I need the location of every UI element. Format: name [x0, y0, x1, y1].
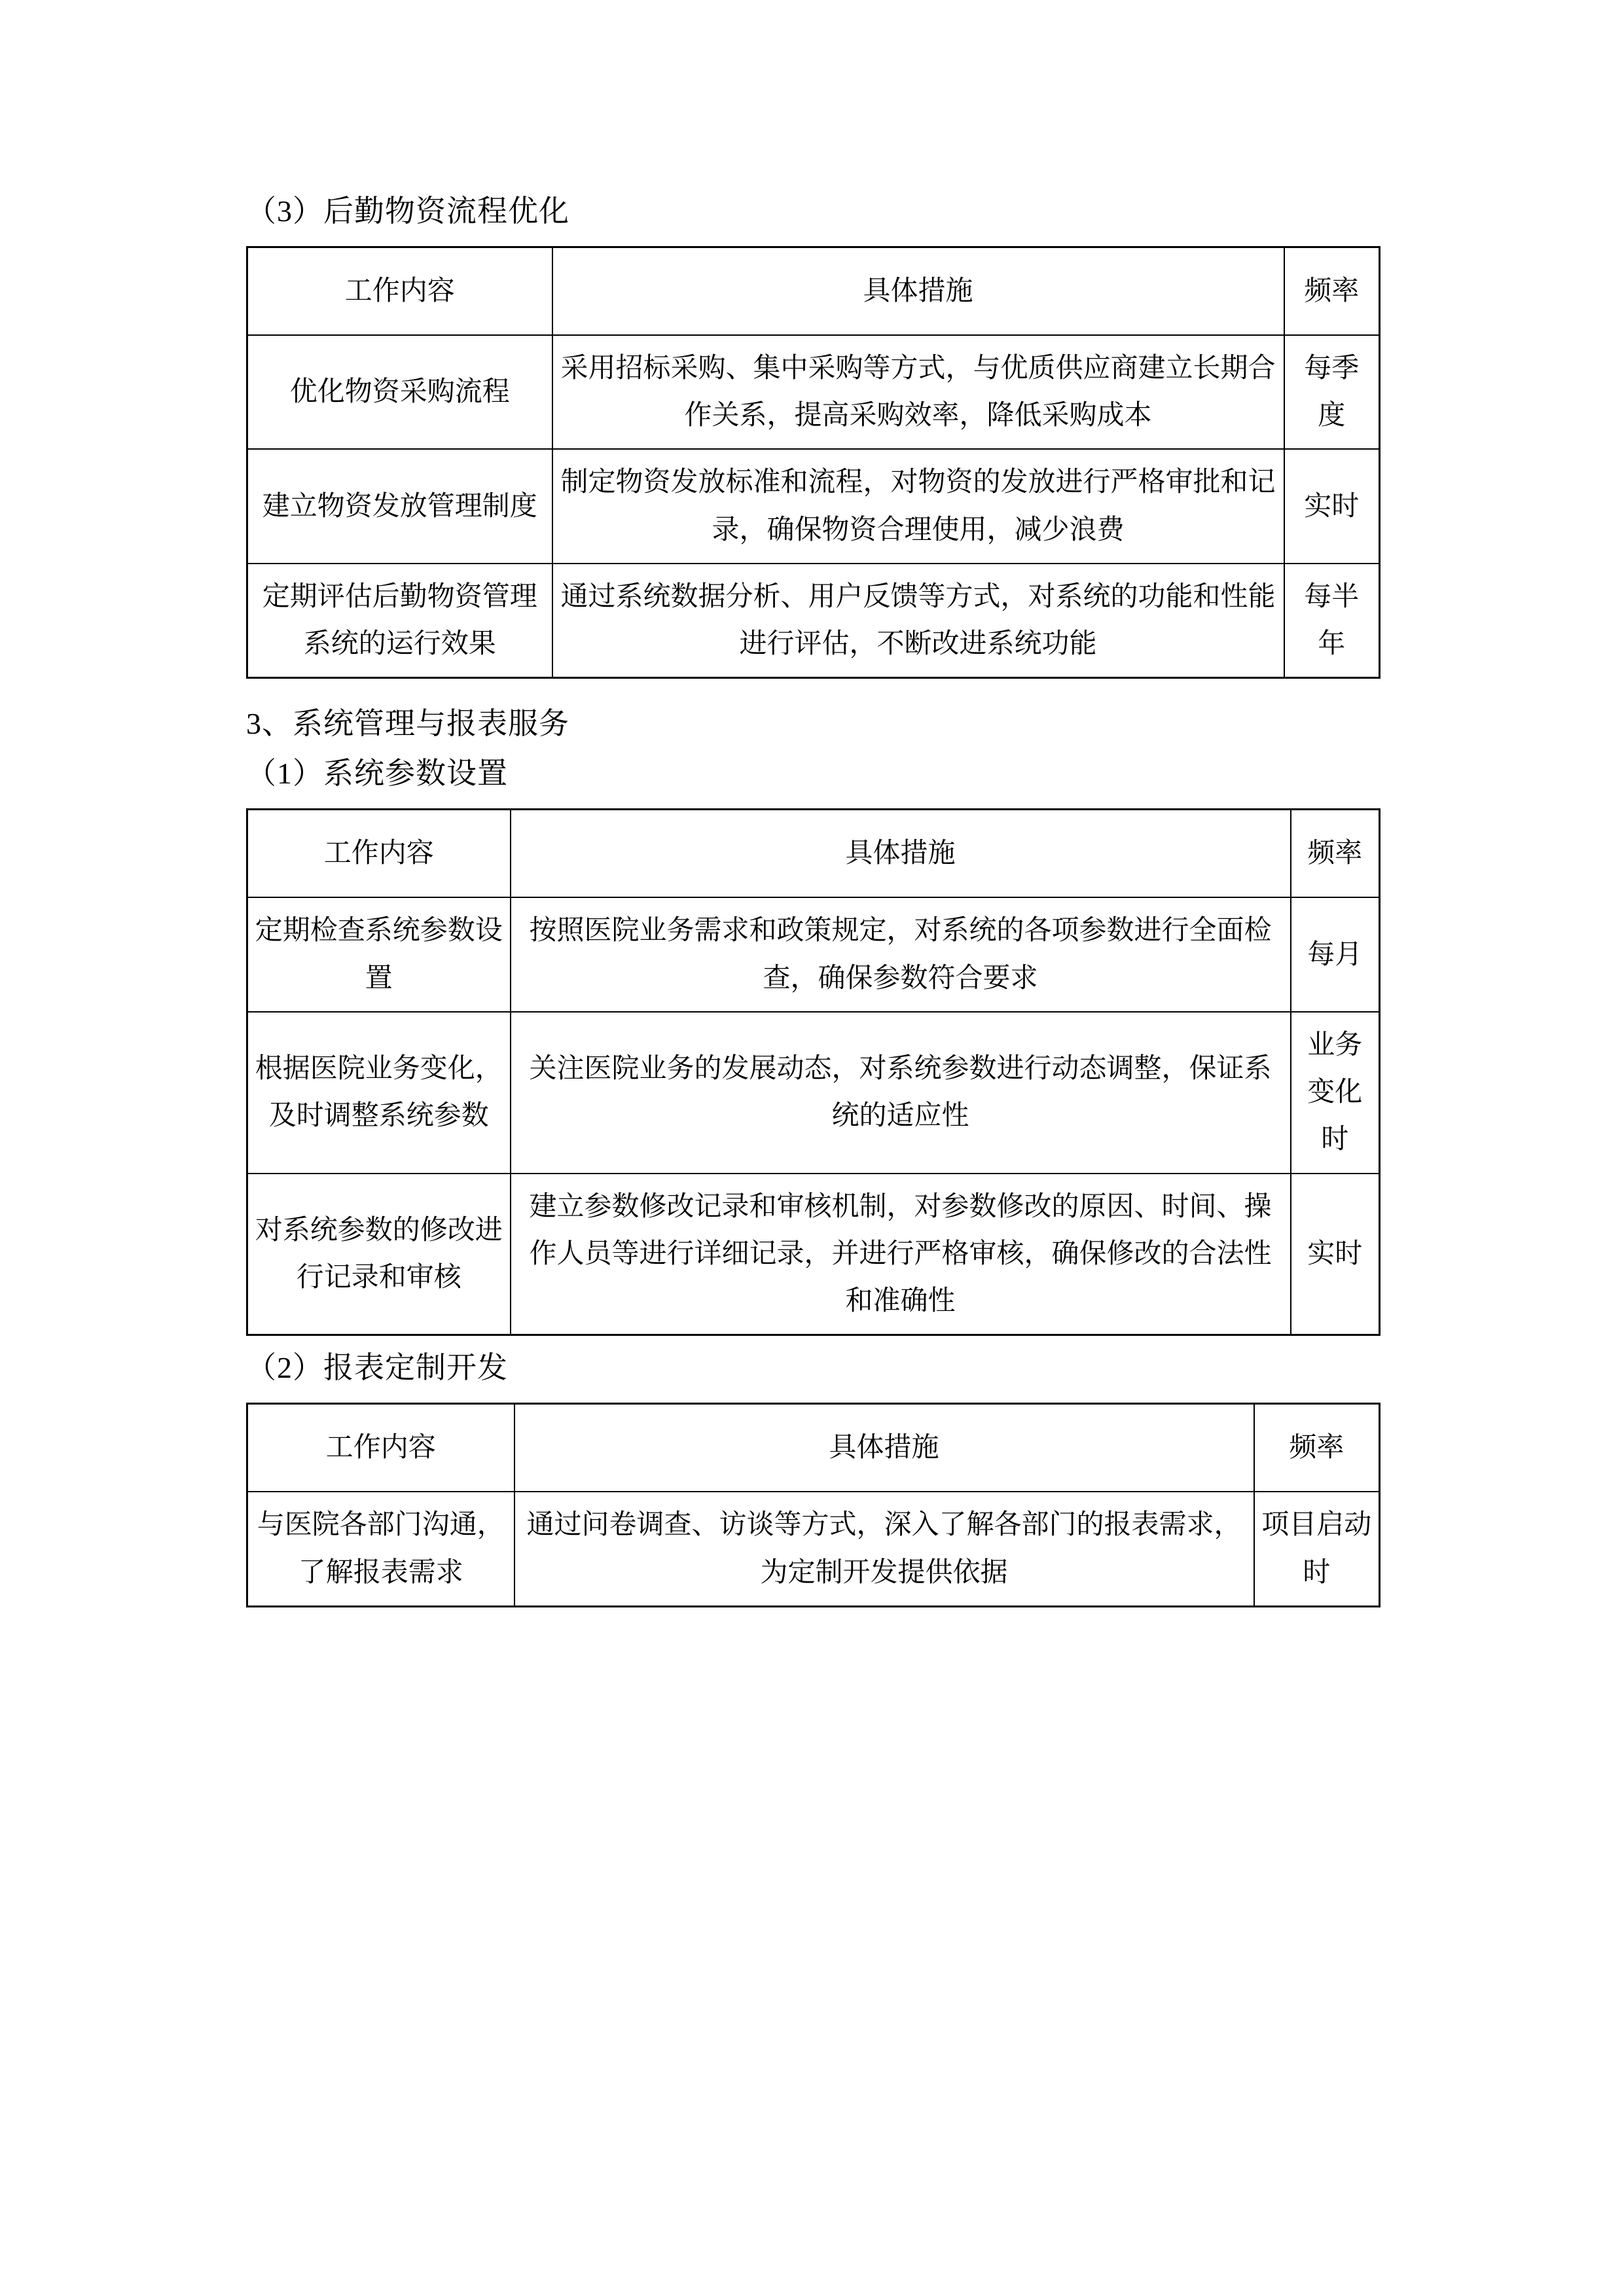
- table-header-row: [247, 810, 1380, 898]
- table-row: [247, 449, 1380, 563]
- cell-work-content: 根据医院业务变化，及时调整系统参数: [247, 1012, 511, 1174]
- cell-frequency: 项目启动时: [1254, 1492, 1380, 1606]
- table-system-parameter-settings: [246, 808, 1380, 1336]
- column-header-frequency: 频率: [1254, 1404, 1380, 1492]
- column-header-specific-measures: 具体措施: [552, 247, 1284, 336]
- cell-frequency: 每半年: [1284, 564, 1380, 678]
- cell-specific-measures: 关注医院业务的发展动态，对系统参数进行动态调整，保证系统的适应性: [511, 1012, 1291, 1174]
- table-header-row: [247, 1404, 1380, 1492]
- cell-frequency: 业务变化时: [1291, 1012, 1380, 1174]
- heading-system-management-report-service: 3、系统管理与报表服务: [246, 707, 569, 741]
- cell-specific-measures: 按照医院业务需求和政策规定，对系统的各项参数进行全面检查，确保参数符合要求: [511, 897, 1291, 1011]
- cell-work-content: 优化物资采购流程: [247, 335, 552, 449]
- table-header-row: [247, 247, 1380, 336]
- cell-specific-measures: 通过系统数据分析、用户反馈等方式，对系统的功能和性能进行评估，不断改进系统功能: [552, 564, 1284, 678]
- table-logistics-material-process: [246, 246, 1380, 679]
- spacer: [246, 679, 1378, 709]
- column-header-specific-measures: 具体措施: [511, 810, 1291, 898]
- column-header-frequency: 频率: [1284, 247, 1380, 336]
- cell-work-content: 建立物资发放管理制度: [247, 449, 552, 563]
- cell-specific-measures: 建立参数修改记录和审核机制，对参数修改的原因、时间、操作人员等进行详细记录，并进行严格审核，确保修改的合法性和准确性: [511, 1174, 1291, 1335]
- heading-logistics-material-process: （3）后勤物资流程优化: [246, 194, 569, 228]
- heading-system-parameter-settings: （1）系统参数设置: [246, 757, 508, 791]
- heading-report-customization-development: （2）报表定制开发: [246, 1351, 508, 1385]
- column-header-work-content: 工作内容: [247, 247, 552, 336]
- cell-work-content: 定期评估后勤物资管理系统的运行效果: [247, 564, 552, 678]
- cell-frequency: 实时: [1291, 1174, 1380, 1335]
- cell-work-content: 与医院各部门沟通，了解报表需求: [247, 1492, 514, 1606]
- table-row: [247, 335, 1380, 449]
- table-row: [247, 564, 1380, 678]
- cell-specific-measures: 通过问卷调查、访谈等方式，深入了解各部门的报表需求，为定制开发提供依据: [514, 1492, 1254, 1606]
- table-row: [247, 1012, 1380, 1174]
- cell-frequency: 每月: [1291, 897, 1380, 1011]
- cell-work-content: 对系统参数的修改进行记录和审核: [247, 1174, 511, 1335]
- column-header-specific-measures: 具体措施: [514, 1404, 1254, 1492]
- cell-frequency: 每季度: [1284, 335, 1380, 449]
- table-report-customization-development: [246, 1403, 1380, 1607]
- table-row: [247, 1174, 1380, 1335]
- table-row: [247, 1492, 1380, 1606]
- column-header-work-content: 工作内容: [247, 1404, 514, 1492]
- table-row: [247, 897, 1380, 1011]
- cell-specific-measures: 制定物资发放标准和流程，对物资的发放进行严格审批和记录，确保物资合理使用，减少浪费: [552, 449, 1284, 563]
- column-header-frequency: 频率: [1291, 810, 1380, 898]
- column-header-work-content: 工作内容: [247, 810, 511, 898]
- cell-specific-measures: 采用招标采购、集中采购等方式，与优质供应商建立长期合作关系，提高采购效率，降低采购成本: [552, 335, 1284, 449]
- cell-frequency: 实时: [1284, 449, 1380, 563]
- cell-work-content: 定期检查系统参数设置: [247, 897, 511, 1011]
